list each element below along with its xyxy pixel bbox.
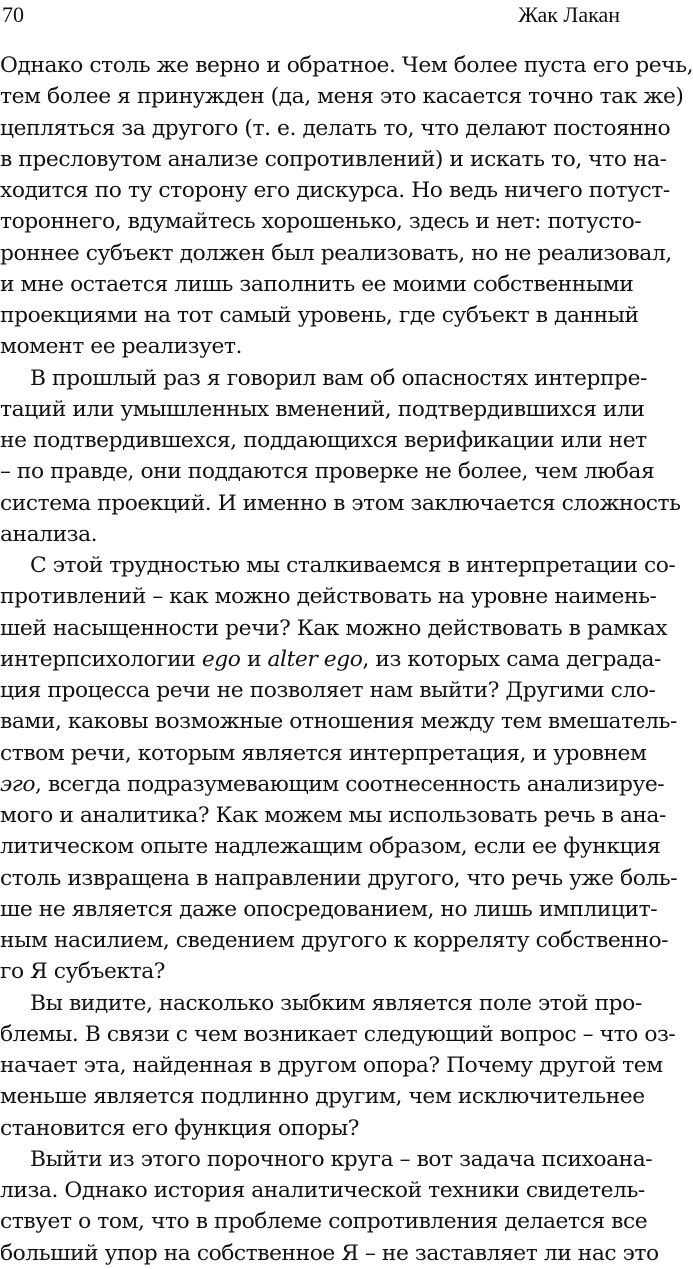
text-line: шей насыщенности речи? Как можно действовать в рамках [0, 615, 668, 641]
text-line: противлений – как можно действовать на уровне наимень- [0, 584, 657, 610]
text-line: момент ее реализует. [0, 334, 242, 360]
text-line: больший упор на собственное Я – не заставляет ли нас это [0, 1240, 659, 1266]
running-title: Жак Лакан [518, 2, 620, 27]
text-line: Вы видите, насколько зыбким является поле этой про- [30, 990, 642, 1016]
text-line: тороннего, вдумайтесь хорошенько, здесь и нет: потусто- [0, 209, 642, 235]
text-line: вами, каковы возможные отношения между тем вмешатель- [0, 709, 677, 735]
text-line: роннее субъект должен был реализовать, но не реализовал, [0, 240, 672, 266]
text-line: го Я субъекта? [0, 959, 165, 985]
text-line: мого и аналитика? Как можем мы использовать речь в ана- [0, 803, 666, 828]
text-run: , из которых сама деграда- [362, 646, 661, 672]
page-number: 70 [2, 2, 24, 27]
text-line: тем более я принужден (да, меня это касается точно так же) [0, 84, 684, 110]
text-line: ством речи, которым является интерпретация, и уровнем [0, 740, 647, 766]
text-line: В прошлый раз я говорил вам об опасностях интерпре- [30, 365, 647, 391]
text-line: проекциями на тот самый уровень, где субъект в данный [0, 303, 639, 328]
text-line: и мне остается лишь заполнить ее моими собственными [0, 271, 634, 297]
text-line [0, 644, 661, 675]
italic-term: ego [201, 646, 241, 672]
text-line: литическом опыте надлежащим образом, если ее функция [0, 834, 661, 860]
text-line: С этой трудностью мы сталкиваемся в интерпретации со- [30, 553, 676, 578]
text-line: цепляться за другого (т. е. делать то, что делают постоянно [0, 115, 671, 141]
text-line: анализа. [0, 521, 98, 547]
text-line: ходится по ту сторону его дискурса. Но ведь ничего потуст- [0, 178, 670, 203]
text-run: интерпсихологии [0, 646, 202, 672]
italic-term: эго [0, 771, 35, 797]
text-line [0, 769, 665, 800]
text-line: таций или умышленных вменений, подтвердившихся или [0, 396, 645, 422]
text-line: не подтвердившехся, поддающихся верификации или нет [0, 428, 647, 453]
text-line: меньше является подлинно другим, чем исключительнее [0, 1084, 645, 1110]
text-line: Выйти из этого порочного круга – вот задача психоана- [30, 1146, 653, 1172]
text-line: ция процесса речи не позволяет нам выйти? Другими сло- [0, 678, 656, 703]
text-line: столь извращена в направлении другого, что речь уже боль- [0, 865, 678, 891]
text-line: начает эта, найденная в другом опора? Почему другой тем [0, 1053, 663, 1078]
text-line: ше не является даже опосредованием, но лишь имплицит- [0, 896, 658, 922]
text-line: Однако столь же верно и обратное. Чем более пуста его речь, [0, 53, 693, 78]
text-line: система проекций. И именно в этом заключается сложность [0, 490, 681, 516]
text-line: в пресловутом анализе сопротивлений) и искать то, что на- [0, 146, 667, 172]
text-run: , всегда подразумевающим соотнесенность анализируе- [35, 771, 665, 797]
text-line: лиза. Однако история аналитической техники свидетель- [0, 1178, 645, 1203]
text-line: ным насилием, сведением другого к корреляту собственно- [0, 928, 669, 953]
text-run: и [240, 646, 268, 672]
text-line: ствует о том, что в проблеме сопротивления делается все [0, 1209, 648, 1235]
text-line: блемы. В связи с чем возникает следующий вопрос – что оз- [0, 1021, 676, 1047]
text-line: становится его функция опоры? [0, 1115, 359, 1141]
page-header [0, 0, 620, 40]
body-text [0, 50, 693, 1269]
text-line: – по правде, они поддаются проверке не более, чем любая [0, 459, 655, 485]
italic-term: alter ego [267, 646, 363, 672]
